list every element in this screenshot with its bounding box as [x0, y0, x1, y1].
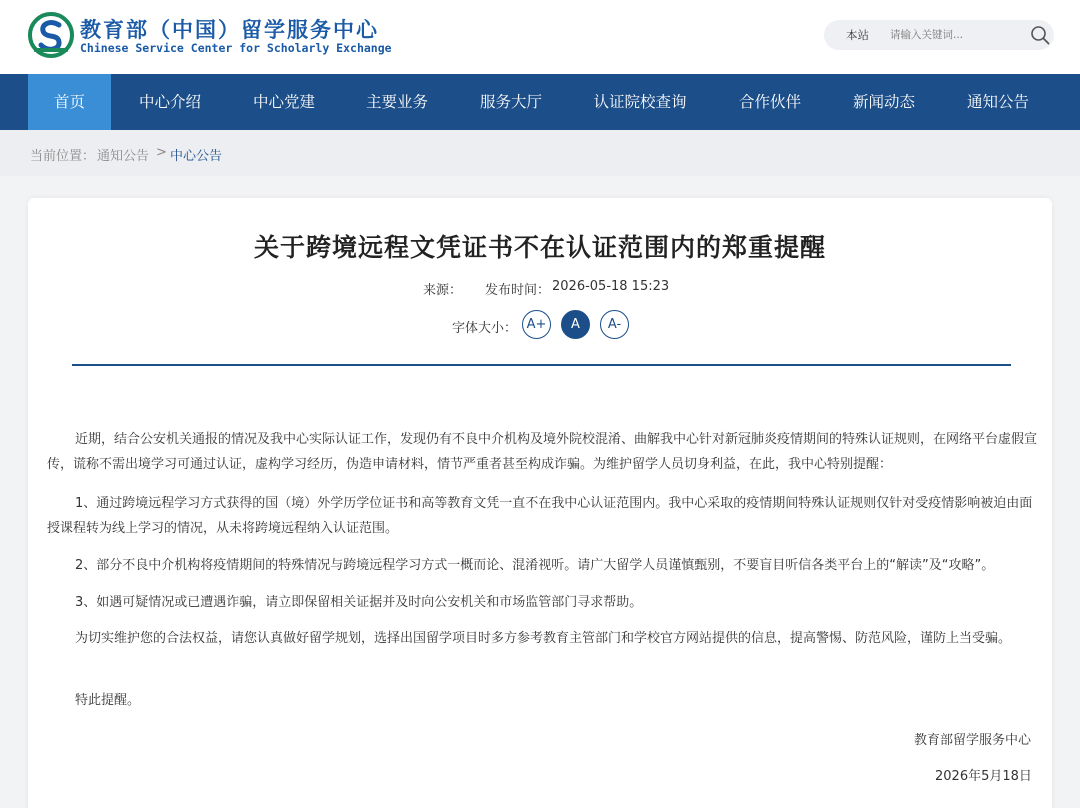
breadcrumb	[0, 130, 1080, 176]
font-size-label: 字体大小：	[452, 321, 518, 336]
breadcrumb-current[interactable]: 中心公告	[170, 149, 223, 164]
nav-item-home[interactable]: 首页	[28, 74, 111, 130]
article-source-label: 来源：	[423, 283, 463, 298]
nav-item-about[interactable]: 中心介绍	[138, 93, 201, 111]
article-paragraph: 1、通过跨境远程学习方式获得的国（境）外学历学位证书和高等教育文凭一直不在我中心认证范围内。我中心采取的疫情期间特殊认证规则仅针对受疫情影响被迫由面授课程转为线上学习的情况，从未将跨境远程纳入认证范围。	[47, 496, 1033, 536]
nav-item-partners[interactable]: 合作伙伴	[738, 93, 801, 111]
nav-item-party[interactable]: 中心党建	[252, 93, 315, 111]
brand-name-en[interactable]: Chinese Service Center for Scholarly Exchange	[80, 41, 392, 55]
article-paragraph: 3、如遇可疑情况或已遭遇诈骗，请立即保留相关证据并及时向公安机关和市场监管部门寻求帮助。	[75, 595, 643, 610]
main-nav	[0, 74, 1080, 130]
nav-item-school-query[interactable]: 认证院校查询	[593, 93, 687, 111]
nav-item-notices[interactable]: 通知公告	[966, 93, 1029, 111]
site-header	[0, 0, 1080, 74]
search-scope-select[interactable]: 本站	[846, 28, 869, 42]
search-box	[824, 20, 1054, 50]
search-icon[interactable]	[1030, 25, 1050, 45]
article-signature: 教育部留学服务中心	[914, 733, 1032, 748]
article-paragraph: 特此提醒。	[75, 693, 141, 708]
breadcrumb-label: 当前位置：	[30, 149, 96, 164]
article-publish-time: 2026-05-18 15:23	[552, 279, 670, 294]
nav-item-news[interactable]: 新闻动态	[852, 93, 915, 111]
article-paragraph: 为切实维护您的合法权益，请您认真做好留学规划，选择出国留学项目时多方参考教育主管部门和学校官方网站提供的信息，提高警惕、防范风险，谨防上当受骗。	[75, 631, 1012, 646]
article-title: 关于跨境远程文凭证书不在认证范围内的郑重提醒	[253, 233, 826, 262]
article-date: 2026年5月18日	[935, 769, 1032, 784]
search-input[interactable]	[890, 26, 1020, 44]
article-publish-label: 发布时间：	[485, 283, 551, 298]
breadcrumb-link-notices[interactable]: 通知公告	[97, 149, 150, 164]
font-default-button[interactable]: A	[561, 310, 590, 339]
breadcrumb-separator: >	[156, 145, 167, 160]
article-paragraph: 近期，结合公安机关通报的情况及我中心实际认证工作，发现仍有不良中介机构及境外院校混淆、曲解我中心针对新冠肺炎疫情期间的特殊认证规则，在网络平台虚假宣传，谎称不需出境学习可通过认证，虚构学习经历，伪造申请材料，情节严重者甚至构成诈骗。为维护留学人员切身利益，在此，我中心特别提醒：	[47, 432, 1038, 472]
nav-item-service-hall[interactable]: 服务大厅	[479, 93, 542, 111]
nav-item-business[interactable]: 主要业务	[365, 93, 428, 111]
font-increase-button[interactable]: A+	[522, 310, 551, 339]
brand-name-cn[interactable]: 教育部（中国）留学服务中心	[80, 17, 379, 42]
cscse-logo-icon[interactable]	[28, 12, 74, 58]
article-paragraph: 2、部分不良中介机构将疫情期间的特殊情况与跨境远程学习方式一概而论、混淆视听。请广大留学人员谨慎甄别，不要盲目听信各类平台上的“解读”及“攻略”。	[75, 558, 995, 573]
title-divider	[72, 364, 1011, 366]
font-decrease-button[interactable]: A-	[600, 310, 629, 339]
